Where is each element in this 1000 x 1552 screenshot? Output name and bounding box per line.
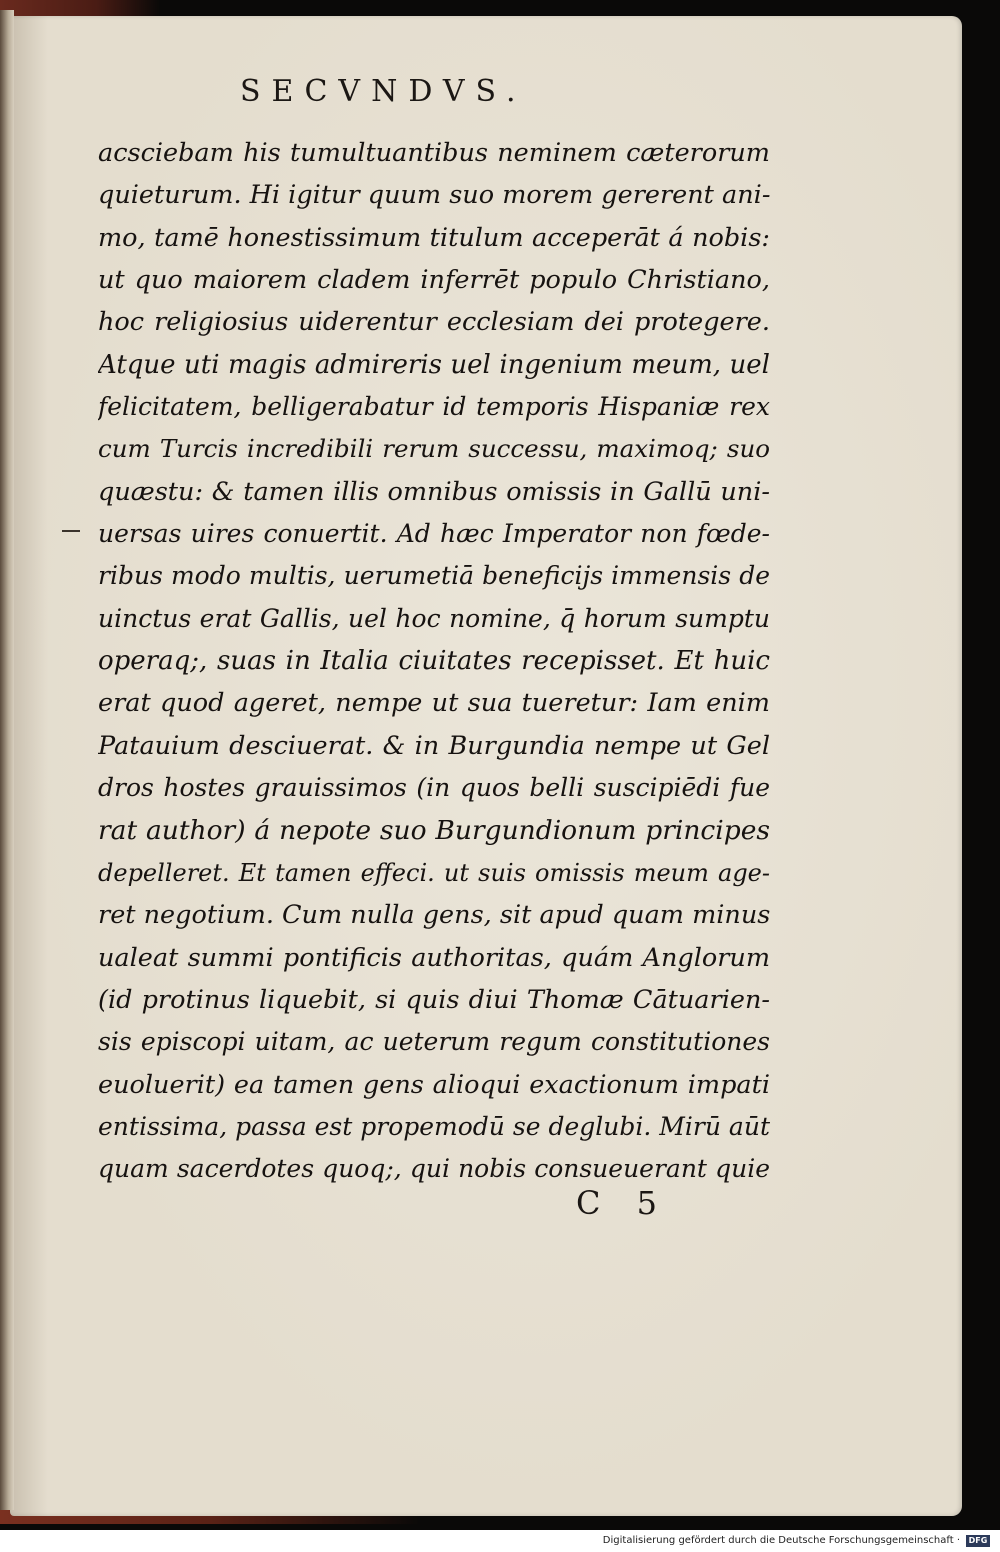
text-line: Patauium desciuerat. & in Burgundia nempe ut Gel (98, 730, 770, 761)
text-line: quam sacerdotes quoq;, qui nobis consueuerant quie (98, 1154, 770, 1184)
running-head: SECVNDVS. (240, 74, 527, 109)
text-line: operaq;, suas in Italia ciuitates recepisset. Et huic (98, 646, 770, 677)
text-line: erat quod ageret, nempe ut sua tueretur: Iam enim (98, 688, 770, 719)
body-text (98, 132, 770, 1191)
text-line: ut quo maiorem cladem inferrēt populo Christiano, (98, 265, 770, 296)
book-page (10, 16, 962, 1516)
text-line: uersas uires conuertit. Ad hæc Imperator non fœde- (98, 519, 770, 549)
text-line: cum Turcis incredibili rerum successu, maximoq; suo (98, 434, 770, 464)
book-spine (0, 10, 14, 1510)
margin-mark (62, 530, 80, 532)
text-line: depelleret. Et tamen effeci. ut suis omissis meum age- (98, 858, 770, 887)
dfg-logo-icon: DFG (966, 1535, 990, 1547)
text-line: dros hostes grauissimos (in quos belli suscipiēdi fue (98, 773, 770, 803)
text-line: hoc religiosius uiderentur ecclesiam dei protegere. (98, 307, 770, 338)
text-line: acsciebam his tumultuantibus neminem cæterorum (98, 138, 770, 168)
text-line: ret negotium. Cum nulla gens, sit apud quam minus (98, 900, 770, 931)
text-line: rat author) á nepote suo Burgundionum principes (98, 814, 770, 846)
text-line: uinctus erat Gallis, uel hoc nomine, q̄ horum sumptu (98, 603, 770, 633)
text-line: (id protinus liquebit, si quis diui Thomæ Cātuarien- (98, 984, 770, 1015)
signature-mark: C 5 (576, 1184, 658, 1222)
text-line: Atque uti magis admireris uel ingenium meum, uel (98, 349, 770, 380)
text-line: quæstu: & tamen illis omnibus omissis in Gallū uni- (98, 476, 770, 507)
digitization-credit: Digitalisierung gefördert durch die Deutsche Forschungsgemeinschaft · (602, 1535, 960, 1546)
text-line: euoluerit) ea tamen gens alioqui exactionum impati (98, 1069, 770, 1100)
text-line: sis episcopi uitam, ac ueterum regum constitutiones (98, 1027, 770, 1057)
text-line: entissima, passa est propemodū se deglubi. Mirū aūt (98, 1111, 770, 1141)
text-line: quieturum. Hi igitur quum suo morem gererent ani- (98, 180, 770, 211)
text-line: felicitatem, belligerabatur id temporis Hispaniæ rex (98, 392, 770, 422)
text-line: mo, tamē honestissimum titulum acceperāt á nobis: (98, 222, 770, 253)
text-line: ualeat summi pontificis authoritas, quám Anglorum (98, 942, 770, 973)
text-line: ribus modo multis, uerumetiā beneficijs immensis de (98, 561, 770, 591)
